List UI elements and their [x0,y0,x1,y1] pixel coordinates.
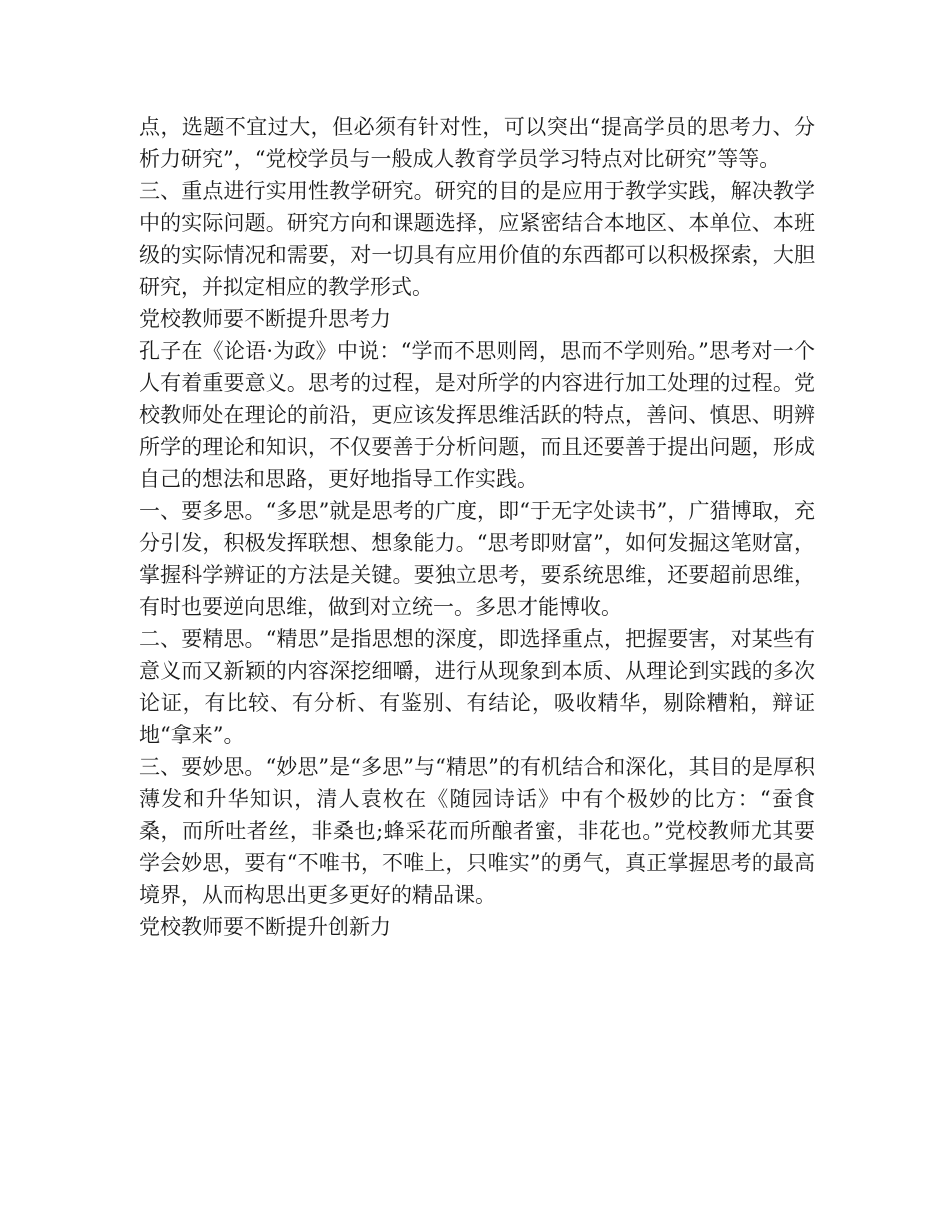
section-heading-thinking: 党校教师要不断提升思考力 [139,307,391,331]
paragraph-think-wisely: 三、要妙思。“妙思”是“多思”与“精思”的有机结合和深化，其目的是厚积薄发和升华知识，清人袁枚在《随园诗话》中有个极妙的比方：“蚕食桑，而所吐者丝，非桑也;蜂采花而所酿者蜜，非花也。”党校教师尤其要学会妙思，要有“不唯书，不唯上，只唯实”的勇气，真正掌握思考的最高境界，从而构思出更多更好的精品课。 [139,755,815,907]
paragraph-topic-selection: 点，选题不宜过大，但必须有针对性，可以突出“提高学员的思考力、分析力研究”，“党校学员与一般成人教育学员学习特点对比研究”等等。 [139,115,815,171]
document-body [139,111,815,943]
paragraph-practical-research: 三、重点进行实用性教学研究。研究的目的是应用于教学实践，解决教学中的实际问题。研究方向和课题选择，应紧密结合本地区、本单位、本班级的实际情况和需要，对一切具有应用价值的东西都可以积极探索，大胆研究，并拟定相应的教学形式。 [139,179,815,299]
section-heading-innovation: 党校教师要不断提升创新力 [139,915,391,939]
paragraph-think-deeply: 二、要精思。“精思”是指思想的深度，即选择重点，把握要害，对某些有意义而又新颖的内容深挖细嚼，进行从现象到本质、从理论到实践的多次论证，有比较、有分析、有鉴别、有结论，吸收精华，剔除糟粕，辩证地“拿来”。 [139,627,815,747]
paragraph-think-more: 一、要多思。“多思”就是思考的广度，即“于无字处读书”，广猎博取，充分引发，积极发挥联想、想象能力。“思考即财富”，如何发掘这笔财富，掌握科学辨证的方法是关键。要独立思考，要系统思维，还要超前思维，有时也要逆向思维，做到对立统一。多思才能博收。 [139,499,815,619]
paragraph-confucius-quote: 孔子在《论语·为政》中说：“学而不思则罔，思而不学则殆。”思考对一个人有着重要意义。思考的过程，是对所学的内容进行加工处理的过程。党校教师处在理论的前沿，更应该发挥思维活跃的特点，善问、慎思、明辨所学的理论和知识，不仅要善于分析问题，而且还要善于提出问题，形成自己的想法和思路，更好地指导工作实践。 [139,339,815,491]
